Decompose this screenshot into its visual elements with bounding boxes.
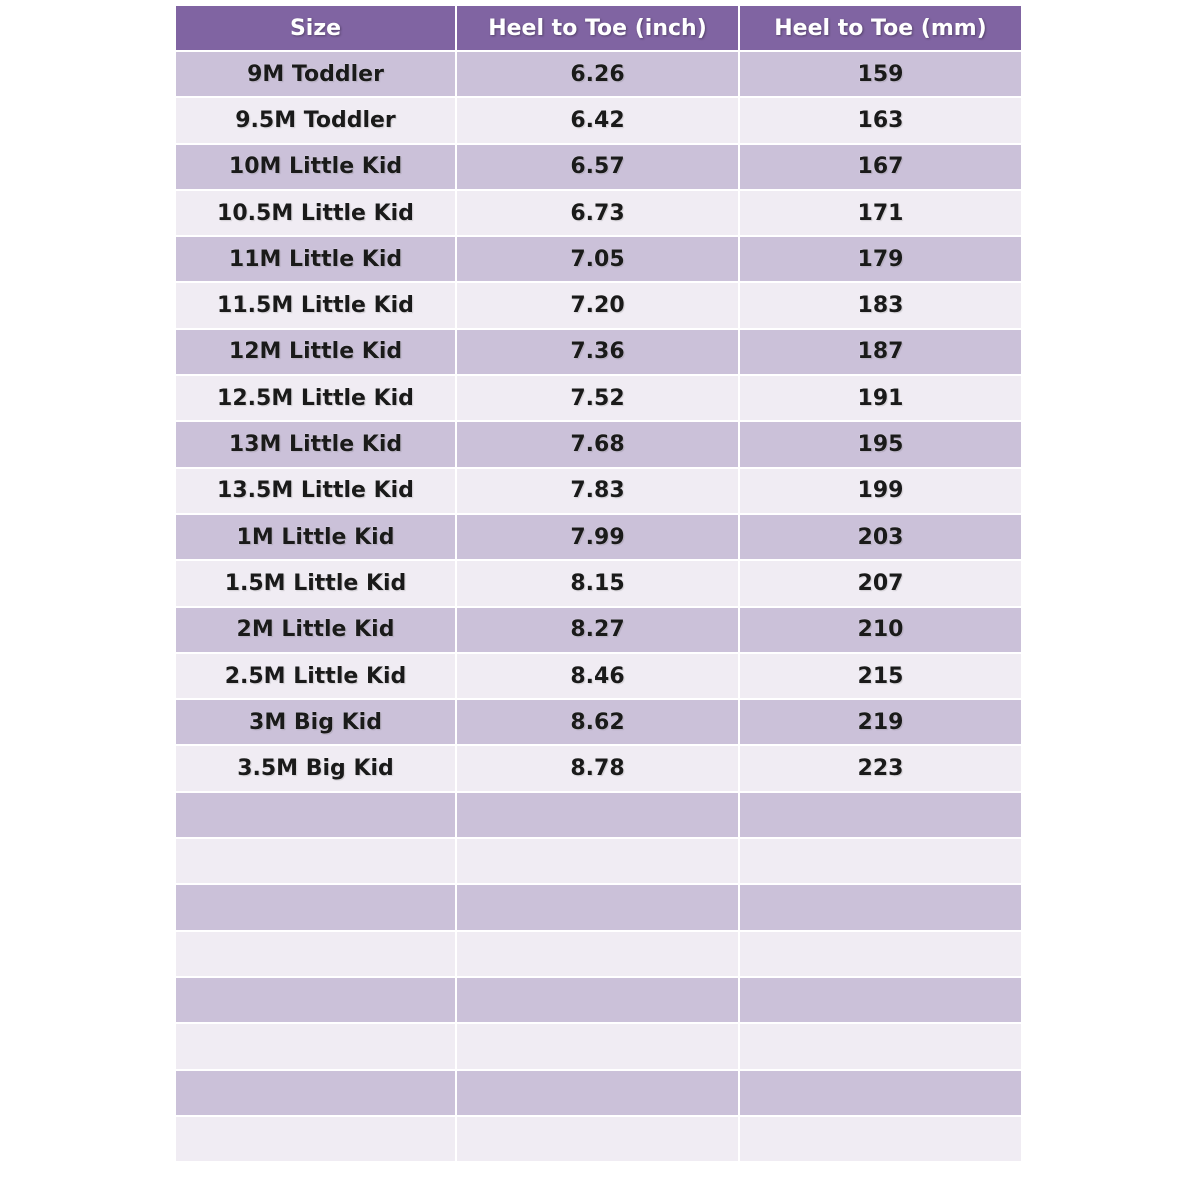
table-row: [176, 931, 1021, 977]
mm-cell: 199: [739, 468, 1021, 514]
inch-cell: [456, 1116, 739, 1162]
size-cell: 10M Little Kid: [176, 144, 456, 190]
header-row: [176, 6, 1021, 51]
inch-cell: 8.15: [456, 560, 739, 606]
size-chart: [176, 6, 1021, 1163]
inch-cell: [456, 838, 739, 884]
inch-cell: [456, 977, 739, 1023]
inch-cell: 8.78: [456, 745, 739, 791]
inch-cell: 8.46: [456, 653, 739, 699]
mm-cell: [739, 931, 1021, 977]
table-row: [176, 514, 1021, 560]
table-row: [176, 653, 1021, 699]
size-cell: [176, 792, 456, 838]
table-row: [176, 884, 1021, 930]
mm-cell: 203: [739, 514, 1021, 560]
table-row: [176, 1116, 1021, 1162]
mm-cell: [739, 1023, 1021, 1069]
size-cell: 12.5M Little Kid: [176, 375, 456, 421]
mm-cell: 183: [739, 282, 1021, 328]
inch-cell: 6.26: [456, 51, 739, 97]
table-row: [176, 560, 1021, 606]
size-cell: [176, 931, 456, 977]
header-size: Size: [176, 6, 456, 51]
table-row: [176, 1070, 1021, 1116]
size-cell: [176, 838, 456, 884]
size-cell: 12M Little Kid: [176, 329, 456, 375]
size-cell: 1M Little Kid: [176, 514, 456, 560]
inch-cell: 7.20: [456, 282, 739, 328]
table-row: [176, 792, 1021, 838]
size-cell: 2M Little Kid: [176, 607, 456, 653]
table-row: [176, 745, 1021, 791]
mm-cell: [739, 838, 1021, 884]
mm-cell: 215: [739, 653, 1021, 699]
size-cell: 9M Toddler: [176, 51, 456, 97]
header-heel-to-toe-mm: Heel to Toe (mm): [739, 6, 1021, 51]
size-cell: 9.5M Toddler: [176, 97, 456, 143]
size-cell: [176, 1023, 456, 1069]
mm-cell: 163: [739, 97, 1021, 143]
mm-cell: 223: [739, 745, 1021, 791]
table-row: [176, 421, 1021, 467]
size-cell: 1.5M Little Kid: [176, 560, 456, 606]
mm-cell: [739, 1070, 1021, 1116]
mm-cell: [739, 977, 1021, 1023]
mm-cell: 187: [739, 329, 1021, 375]
inch-cell: [456, 792, 739, 838]
mm-cell: 179: [739, 236, 1021, 282]
size-cell: [176, 1070, 456, 1116]
mm-cell: [739, 792, 1021, 838]
inch-cell: [456, 931, 739, 977]
size-cell: 3.5M Big Kid: [176, 745, 456, 791]
size-cell: 11M Little Kid: [176, 236, 456, 282]
table-row: [176, 282, 1021, 328]
inch-cell: 7.52: [456, 375, 739, 421]
mm-cell: 207: [739, 560, 1021, 606]
size-cell: 2.5M Little Kid: [176, 653, 456, 699]
mm-cell: 191: [739, 375, 1021, 421]
size-cell: [176, 1116, 456, 1162]
table-body: [176, 51, 1021, 1162]
table-header: [176, 6, 1021, 51]
table-row: [176, 375, 1021, 421]
inch-cell: 6.57: [456, 144, 739, 190]
table-row: [176, 236, 1021, 282]
inch-cell: 6.42: [456, 97, 739, 143]
size-cell: [176, 884, 456, 930]
table-row: [176, 144, 1021, 190]
mm-cell: 159: [739, 51, 1021, 97]
inch-cell: 7.05: [456, 236, 739, 282]
inch-cell: 7.36: [456, 329, 739, 375]
table-row: [176, 607, 1021, 653]
mm-cell: 219: [739, 699, 1021, 745]
inch-cell: 7.83: [456, 468, 739, 514]
header-heel-to-toe-inch: Heel to Toe (inch): [456, 6, 739, 51]
inch-cell: 8.62: [456, 699, 739, 745]
size-cell: 13M Little Kid: [176, 421, 456, 467]
inch-cell: [456, 1023, 739, 1069]
size-cell: 13.5M Little Kid: [176, 468, 456, 514]
inch-cell: [456, 884, 739, 930]
table-row: [176, 190, 1021, 236]
inch-cell: 6.73: [456, 190, 739, 236]
inch-cell: 7.99: [456, 514, 739, 560]
mm-cell: [739, 884, 1021, 930]
table-row: [176, 977, 1021, 1023]
size-table: [176, 6, 1021, 1163]
mm-cell: 167: [739, 144, 1021, 190]
size-cell: 11.5M Little Kid: [176, 282, 456, 328]
mm-cell: 171: [739, 190, 1021, 236]
size-cell: 3M Big Kid: [176, 699, 456, 745]
size-cell: 10.5M Little Kid: [176, 190, 456, 236]
table-row: [176, 329, 1021, 375]
mm-cell: 195: [739, 421, 1021, 467]
size-cell: [176, 977, 456, 1023]
table-row: [176, 838, 1021, 884]
inch-cell: 8.27: [456, 607, 739, 653]
table-row: [176, 1023, 1021, 1069]
inch-cell: 7.68: [456, 421, 739, 467]
table-row: [176, 468, 1021, 514]
table-row: [176, 51, 1021, 97]
mm-cell: [739, 1116, 1021, 1162]
inch-cell: [456, 1070, 739, 1116]
table-row: [176, 699, 1021, 745]
mm-cell: 210: [739, 607, 1021, 653]
table-row: [176, 97, 1021, 143]
